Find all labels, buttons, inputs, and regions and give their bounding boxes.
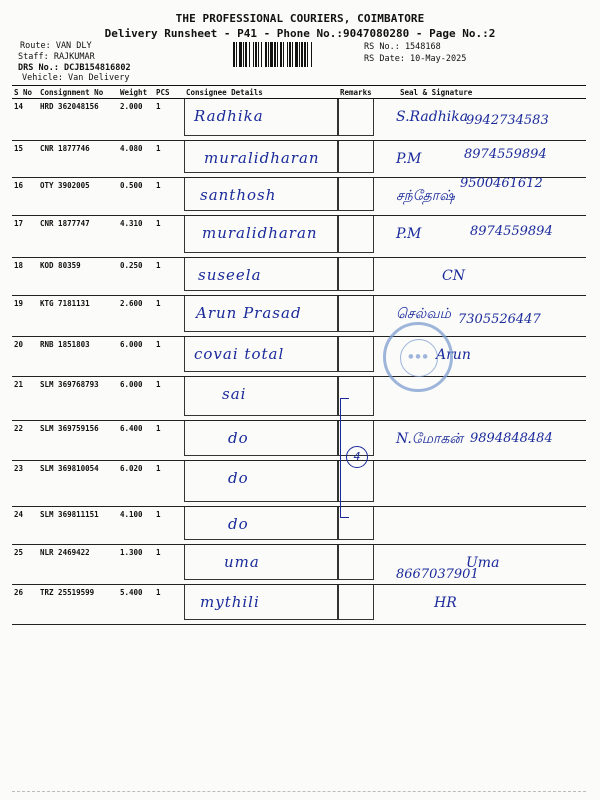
phone-handwriting: 7305526447	[458, 312, 541, 327]
row-consignment-no: SLM 369759156	[38, 421, 118, 461]
col-signature: Seal & Signature	[374, 86, 586, 99]
table-row	[12, 507, 586, 545]
row-consignee	[184, 178, 338, 216]
remarks-box	[338, 258, 374, 291]
row-consignment-no: SLM 369810054	[38, 461, 118, 507]
row-consignment-no: SLM 369811151	[38, 507, 118, 545]
row-consignee	[184, 296, 338, 337]
row-remarks	[338, 296, 374, 337]
row-weight: 6.020	[118, 461, 154, 507]
row-consignment-no: CNR 1877746	[38, 141, 118, 178]
table-row	[12, 258, 586, 296]
row-remarks	[338, 585, 374, 625]
row-pcs: 1	[154, 216, 184, 258]
row-pcs: 1	[154, 99, 184, 141]
row-consignment-no: NLR 2469422	[38, 545, 118, 585]
consignee-handwriting: mythili	[200, 593, 260, 611]
phone-handwriting: 8974559894	[470, 224, 553, 239]
phone-handwriting: 9894848484	[470, 431, 553, 446]
phone-handwriting: 8974559894	[464, 147, 547, 162]
row-weight: 4.080	[118, 141, 154, 178]
row-weight: 1.300	[118, 545, 154, 585]
row-pcs: 1	[154, 178, 184, 216]
row-sno: 23	[12, 461, 38, 507]
row-signature	[374, 545, 586, 585]
row-pcs: 1	[154, 545, 184, 585]
remarks-box	[338, 216, 374, 253]
consignee-handwriting: do	[228, 429, 249, 447]
row-consignment-no: SLM 369768793	[38, 377, 118, 421]
row-sno: 14	[12, 99, 38, 141]
staff-label: Staff: RAJKUMAR	[18, 52, 95, 62]
row-remarks	[338, 216, 374, 258]
table-row	[12, 377, 586, 421]
row-consignee	[184, 337, 338, 377]
signature-handwriting: செல்வம்	[396, 306, 451, 322]
row-remarks	[338, 99, 374, 141]
row-signature	[374, 258, 586, 296]
col-consignee: Consignee Details	[184, 86, 338, 99]
col-consignment: Consignment No	[38, 86, 118, 99]
row-signature	[374, 461, 586, 507]
signature-handwriting: P.M	[396, 151, 422, 167]
row-consignee	[184, 377, 338, 421]
drs-label: DRS No.: DCJB154816802	[18, 63, 131, 73]
row-consignment-no: RNB 1851803	[38, 337, 118, 377]
row-sno: 17	[12, 216, 38, 258]
row-signature	[374, 99, 586, 141]
consignee-box	[184, 545, 338, 580]
company-title: THE PROFESSIONAL COURIERS, COIMBATORE	[175, 12, 425, 25]
vehicle-label: Vehicle: Van Delivery	[22, 73, 130, 83]
consignee-handwriting: santhosh	[200, 186, 277, 204]
remarks-box	[338, 585, 374, 620]
row-sno: 24	[12, 507, 38, 545]
row-consignee	[184, 99, 338, 141]
seal-stamp: ● ● ●	[383, 322, 453, 392]
row-pcs: 1	[154, 258, 184, 296]
row-pcs: 1	[154, 377, 184, 421]
remarks-box	[338, 296, 374, 332]
row-weight: 5.400	[118, 585, 154, 625]
row-consignment-no: TRZ 25519599	[38, 585, 118, 625]
row-weight: 4.310	[118, 216, 154, 258]
footer-rule	[12, 791, 586, 793]
row-weight: 6.000	[118, 377, 154, 421]
row-signature	[374, 421, 586, 461]
row-signature	[374, 216, 586, 258]
row-consignee	[184, 507, 338, 545]
runsheet-subtitle: Delivery Runsheet - P41 - Phone No.:9047080280 - Page No.:2	[104, 27, 496, 40]
row-consignee	[184, 216, 338, 258]
table-row	[12, 296, 586, 337]
consignee-handwriting: covai total	[194, 345, 285, 363]
consignee-handwriting: muralidharan	[204, 149, 320, 167]
row-sno: 22	[12, 421, 38, 461]
signature-handwriting: S.Radhika	[396, 109, 469, 125]
table-row	[12, 337, 586, 377]
row-consignee	[184, 141, 338, 178]
consignee-handwriting: suseela	[198, 266, 262, 284]
phone-handwriting: 9942734583	[466, 113, 549, 128]
row-consignment-no: KOD 80359	[38, 258, 118, 296]
signature-handwriting: சந்தோஷ்	[396, 188, 455, 204]
consignee-handwriting: Arun Prasad	[196, 304, 302, 322]
signature-handwriting: N.மோகன்	[396, 431, 463, 447]
rs-date: RS Date: 10-May-2025	[364, 54, 467, 64]
col-pcs: PCS	[154, 86, 184, 99]
row-pcs: 1	[154, 337, 184, 377]
row-sno: 21	[12, 377, 38, 421]
consignee-box	[184, 461, 338, 502]
phone-handwriting: 9500461612	[460, 176, 543, 191]
row-consignment-no: CNR 1877747	[38, 216, 118, 258]
row-consignee	[184, 585, 338, 625]
consignee-handwriting: Radhika	[194, 107, 264, 125]
consignee-box	[184, 377, 338, 416]
col-weight: Weight	[118, 86, 154, 99]
barcode	[233, 42, 351, 67]
row-remarks	[338, 258, 374, 296]
row-sno: 19	[12, 296, 38, 337]
row-sno: 15	[12, 141, 38, 178]
row-consignment-no: OTY 3902005	[38, 178, 118, 216]
remarks-box	[338, 99, 374, 136]
row-pcs: 1	[154, 461, 184, 507]
row-consignment-no: HRD 362048156	[38, 99, 118, 141]
circled-count: 4	[346, 446, 368, 468]
table-row	[12, 178, 586, 216]
row-weight: 2.000	[118, 99, 154, 141]
row-sno: 16	[12, 178, 38, 216]
row-signature	[374, 585, 586, 625]
table-header-row	[12, 86, 586, 99]
route-label: Route: VAN DLY	[20, 41, 92, 51]
col-remarks: Remarks	[338, 86, 374, 99]
consignee-box	[184, 507, 338, 540]
row-consignee	[184, 421, 338, 461]
signature-handwriting: Arun	[436, 347, 471, 363]
row-signature	[374, 178, 586, 216]
row-pcs: 1	[154, 421, 184, 461]
table-row	[12, 461, 586, 507]
signature-handwriting: P.M	[396, 226, 422, 242]
row-signature	[374, 141, 586, 178]
table-row	[12, 585, 586, 625]
remarks-box	[338, 545, 374, 580]
row-weight: 4.100	[118, 507, 154, 545]
consignee-handwriting: do	[228, 515, 249, 533]
row-weight: 2.600	[118, 296, 154, 337]
row-pcs: 1	[154, 585, 184, 625]
signature-handwriting: HR	[434, 595, 457, 611]
runsheet-table	[12, 85, 586, 625]
row-weight: 6.000	[118, 337, 154, 377]
consignee-handwriting: do	[228, 469, 249, 487]
row-remarks	[338, 141, 374, 178]
consignee-box	[184, 421, 338, 456]
consignee-handwriting: sai	[222, 385, 247, 403]
table-row	[12, 141, 586, 178]
phone-handwriting: 8667037901	[396, 567, 479, 582]
row-consignee	[184, 545, 338, 585]
table-row	[12, 99, 586, 141]
table-row	[12, 216, 586, 258]
signature-handwriting: Uma	[466, 555, 500, 571]
row-weight: 6.400	[118, 421, 154, 461]
rs-number: RS No.: 1548168	[364, 42, 441, 52]
remarks-box	[338, 337, 374, 372]
signature-handwriting: CN	[442, 268, 465, 284]
consignee-handwriting: muralidharan	[202, 224, 318, 242]
row-sno: 18	[12, 258, 38, 296]
row-pcs: 1	[154, 296, 184, 337]
row-sno: 20	[12, 337, 38, 377]
remarks-box	[338, 178, 374, 211]
row-consignee	[184, 258, 338, 296]
row-remarks	[338, 545, 374, 585]
row-remarks	[338, 337, 374, 377]
table-row	[12, 545, 586, 585]
table-row	[12, 421, 586, 461]
row-remarks	[338, 178, 374, 216]
row-sno: 25	[12, 545, 38, 585]
consignee-handwriting: uma	[224, 553, 260, 571]
remarks-box	[338, 141, 374, 173]
col-sno: S No	[12, 86, 38, 99]
row-weight: 0.250	[118, 258, 154, 296]
row-sno: 26	[12, 585, 38, 625]
row-consignment-no: KTG 7181131	[38, 296, 118, 337]
row-pcs: 1	[154, 507, 184, 545]
row-pcs: 1	[154, 141, 184, 178]
row-consignee	[184, 461, 338, 507]
row-weight: 0.500	[118, 178, 154, 216]
row-signature	[374, 507, 586, 545]
